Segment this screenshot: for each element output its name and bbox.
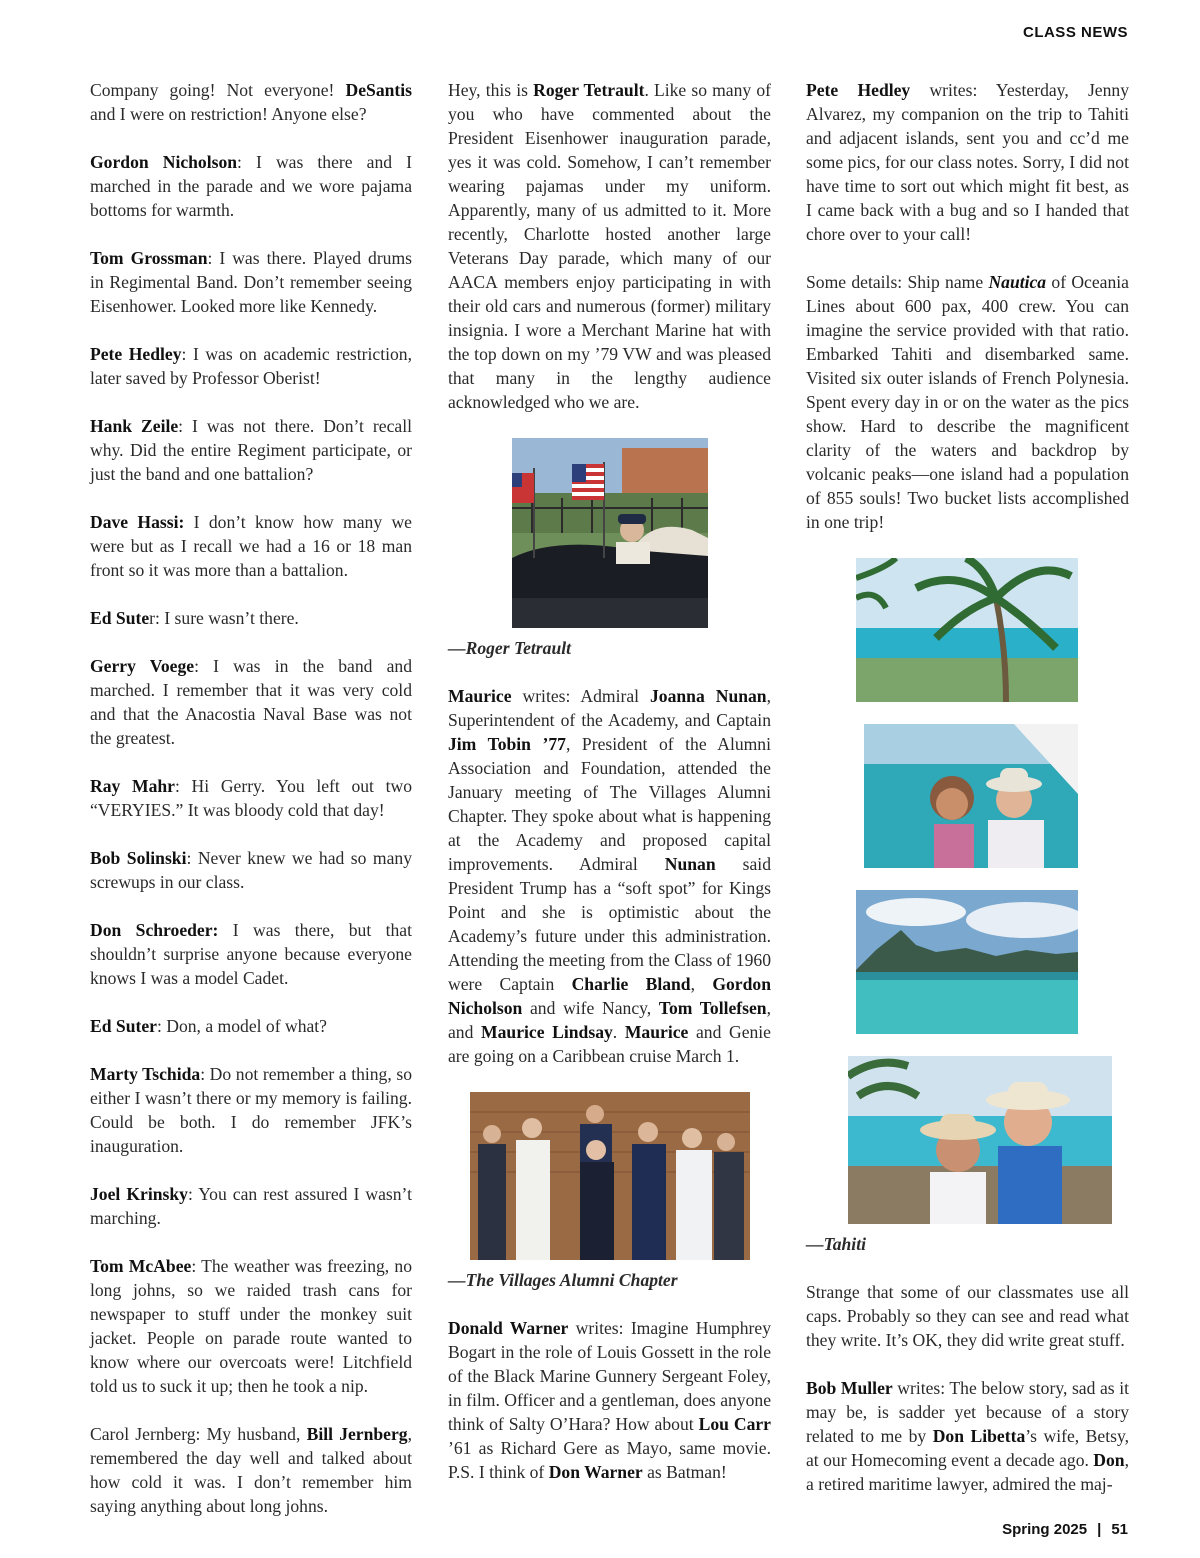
- name-joanna-nunan: Joanna Nunan: [650, 686, 767, 706]
- name-maurice: Maurice: [448, 686, 512, 706]
- paragraph-maurice: Maurice writes: Admiral Joanna Nunan, Superintendent of the Academy, and Captain Jim Tobin ’77, President of the Alumni Association and Foundation, attended the January meeting of The Villages Alumni Chapter. They spoke about what is happening at the Academy and proposed capital improvements. Admiral Nunan said President Trump has a “soft spot” for Kings Point and she is optimistic about the Academy’s future under this administration. Attending the meeting from the Class of 1960 were Captain Charlie Bland, Gordon Nicholson and wife Nancy, Tom Tollefsen, and Maurice Lindsay. Maurice and Genie are going on a Caribbean cruise March 1.: [448, 686, 771, 1066]
- issue-label: Spring 2025: [1002, 1521, 1088, 1538]
- paragraph-gerry-voege: Gerry Voege: I was in the band and marched. I remember that it was very cold and that the Anacostia Naval Base was not the greatest.: [90, 656, 413, 748]
- photo-tahiti-couple-beach: [848, 1056, 1112, 1224]
- name-jim-tobin: Jim Tobin ’77: [448, 734, 566, 754]
- name-maurice-2: Maurice: [624, 1022, 689, 1042]
- photo-tahiti-lagoon: [856, 890, 1078, 1034]
- photo-roger-tetrault-car: [512, 438, 708, 628]
- column-right: [806, 78, 1129, 1520]
- paragraph-ray-mahr: Ray Mahr: Hi Gerry. You left out two “VERYIES.” It was bloody cold that day!: [90, 776, 413, 820]
- caption-tahiti: —Tahiti: [806, 1234, 866, 1254]
- name-roger-tetrault: Roger Tetrault: [533, 80, 645, 100]
- name-maurice-lindsay: Maurice Lindsay: [481, 1022, 613, 1042]
- paragraph-donald-warner: Donald Warner writes: Imagine Humphrey Bogart in the role of Louis Gossett in the role of the Black Marine Gunnery Sergeant Foley, in film. Officer and a gentleman, does anyone think of Salty O’Hara? How about Lou Carr ’61 as Richard Gere as Mayo, same movie. P.S. I think of Don Warner as Batman!: [448, 1318, 771, 1482]
- caption-roger-tetrault: —Roger Tetrault: [448, 638, 572, 658]
- name-bob-muller: Bob Muller: [806, 1378, 893, 1398]
- paragraph-bob-solinski: Bob Solinski: Never knew we had so many screwups in our class.: [90, 848, 412, 892]
- name-nunan: Nunan: [664, 854, 716, 874]
- paragraph-dave-hassi: Dave Hassi: I don’t know how many we were but as I recall we had a 16 or 18 man front so it was more than a battalion.: [90, 512, 412, 580]
- name-pete-hedley-2: Pete Hedley: [806, 80, 911, 100]
- paragraph-bob-muller: Bob Muller writes: The below story, sad as it may be, is sadder yet because of a story related to me by Don Libetta’s wife, Betsy, at our Homecoming event a decade ago. Don, a retired maritime lawyer, admired the maj-: [806, 1378, 1130, 1494]
- name-tom-mcabee: Tom McAbee: [90, 1256, 192, 1276]
- name-don-warner: Don Warner: [548, 1462, 643, 1482]
- paragraph-marty-tschida: Marty Tschida: Do not remember a thing, so either I wasn’t there or my memory is failing. Could be both. I do remember JFK’s inauguration.: [90, 1064, 412, 1156]
- footer-separator: |: [1097, 1521, 1102, 1538]
- name-charlie-bland: Charlie Bland: [571, 974, 691, 994]
- paragraph-all-caps: Strange that some of our classmates use all caps. Probably so they can see and read what they write. It’s OK, they did write great stuff.: [806, 1282, 1129, 1350]
- name-ray-mahr: Ray Mahr: [90, 776, 175, 796]
- photo-villages-alumni-chapter: [470, 1092, 750, 1260]
- name-gerry-voege: Gerry Voege: [90, 656, 195, 676]
- paragraph-carol-jernberg: Carol Jernberg: My husband, Bill Jernberg, remembered the day well and talked about how cold it was. I don’t remember him saying anything about long johns.: [90, 1424, 412, 1516]
- paragraph-tom-mcabee: Tom McAbee: The weather was freezing, no long johns, so we raided trash cans for newspaper to stuff under the monkey suit jacket. People on parade route wanted to know where our overcoats were! Litchfield told us to suck it up; then he took a nip.: [90, 1256, 413, 1396]
- paragraph-ship-details: Some details: Ship name Nautica of Oceania Lines about 600 pax, 400 crew. You can imagine the service provided with that ratio. Embarked Tahiti and disembarked same. Visited six outer islands of French Polynesia. Spent every day in or on the water as the pics show. Hard to describe the magnificent clarity of the waters and backdrop by volcanic peaks—one island had a population of 855 souls! Two bucket lists accomplished in one trip!: [806, 272, 1129, 532]
- caption-villages-alumni-chapter: —The Villages Alumni Chapter: [448, 1270, 678, 1290]
- name-marty-tschida: Marty Tschida: [90, 1064, 201, 1084]
- lagoon-illustration: [856, 890, 1078, 1034]
- paragraph-ed-suter: Ed Suter: I sure wasn’t there.: [90, 608, 299, 628]
- alumni-group-illustration: [470, 1092, 750, 1260]
- palm-beach-illustration: [856, 558, 1078, 702]
- section-label: CLASS NEWS: [1022, 24, 1128, 41]
- name-bob-solinski: Bob Solinski: [90, 848, 187, 868]
- name-don: Don: [1093, 1450, 1125, 1470]
- paragraph-ed-suter-2: Ed Suter: Don, a model of what?: [90, 1016, 327, 1036]
- name-lou-carr: Lou Carr: [698, 1414, 771, 1434]
- name-donald-warner: Donald Warner: [448, 1318, 569, 1338]
- paragraph-don-schroeder: Don Schroeder: I was there, but that shouldn’t surprise anyone because everyone knows I was a model Cadet.: [90, 920, 412, 988]
- couple-beach-illustration: [848, 1056, 1112, 1224]
- parade-car-illustration: [512, 438, 708, 628]
- name-dave-hassi: Dave Hassi:: [90, 512, 185, 532]
- paragraph-hank-zeile: Hank Zeile: I was not there. Don’t recall why. Did the entire Regiment participate, or just the band and one battalion?: [90, 416, 412, 484]
- page-footer: [1002, 1521, 1128, 1538]
- paragraph-tom-grossman: Tom Grossman: I was there. Played drums in Regimental Band. Don’t remember seeing Eisenhower. Looked more like Kennedy.: [90, 248, 413, 316]
- name-bill-jernberg: Bill Jernberg: [306, 1424, 408, 1444]
- photo-tahiti-couple-boat: [864, 724, 1078, 868]
- paragraph-pete-hedley: Pete Hedley: I was on academic restriction, later saved by Professor Oberist!: [90, 344, 412, 388]
- name-desantis: DeSantis: [345, 80, 412, 100]
- column-left: [90, 78, 412, 1542]
- paragraph-gordon-nicholson: Gordon Nicholson: I was there and I marched in the parade and we wore pajama bottoms for warmth.: [90, 152, 412, 220]
- name-tom-grossman: Tom Grossman: [90, 248, 208, 268]
- name-gordon-nicholson-2: Gordon Nicholson: [448, 974, 771, 1018]
- paragraph-joel-krinsky: Joel Krinsky: You can rest assured I wasn’t marching.: [90, 1184, 412, 1228]
- name-hank-zeile: Hank Zeile: [90, 416, 179, 436]
- name-tom-tollefsen: Tom Tollefsen: [658, 998, 767, 1018]
- name-gordon-nicholson: Gordon Nicholson: [90, 152, 238, 172]
- paragraph-roger-tetrault: Hey, this is Roger Tetrault. Like so many of you who have commented about the President Eisenhower inauguration parade, yes it was cold. Somehow, I can’t remember wearing pajamas under my uniform. Apparently, many of us admitted to it. More recently, Charlotte hosted another large Veterans Day parade, which many of our AACA members enjoy participating in with their old cars and numerous (former) military insignia. I wore a Merchant Marine hat with the top down on my ’79 VW and was pleased that many in the lengthy audience acknowledged who we are.: [448, 80, 771, 412]
- paragraph-pete-hedley-writes: Pete Hedley writes: Yesterday, Jenny Alvarez, my companion on the trip to Tahiti and adjacent islands, sent you and cc’d me some pics, for our class notes. Sorry, I did not have time to sort out which might fit best, as I came back with a bug and so I handed that chore over to your call!: [806, 80, 1129, 244]
- name-ed-suter: Ed Sute: [90, 608, 150, 628]
- couple-boat-illustration: [864, 724, 1078, 868]
- name-pete-hedley: Pete Hedley: [90, 344, 182, 364]
- name-joel-krinsky: Joel Krinsky: [90, 1184, 188, 1204]
- paragraph-desantis: Company going! Not everyone! DeSantis and I were on restriction! Anyone else?: [90, 80, 412, 124]
- name-ed-suter-2: Ed Suter: [90, 1016, 157, 1036]
- name-don-libetta: Don Libetta: [932, 1426, 1026, 1446]
- ship-name-nautica: Nautica: [988, 272, 1047, 292]
- page-number: 51: [1111, 1521, 1128, 1538]
- photo-tahiti-palms: [856, 558, 1078, 702]
- column-middle: [448, 78, 771, 1508]
- name-don-schroeder: Don Schroeder:: [90, 920, 219, 940]
